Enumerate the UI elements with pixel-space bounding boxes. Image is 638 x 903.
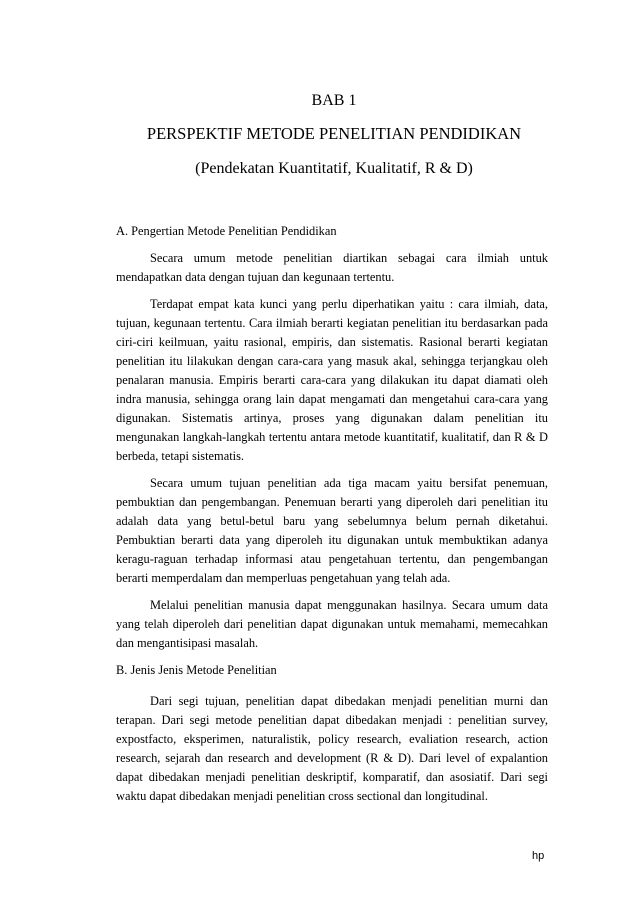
section-b-heading: B. Jenis Jenis Metode Penelitian bbox=[116, 663, 277, 677]
section-a-heading: A. Pengertian Metode Penelitian Pendidikan bbox=[116, 224, 337, 238]
section-a-paragraph-3: Secara umum tujuan penelitian ada tiga macam yaitu bersifat penemuan, pembuktian dan pengembangan. Penemuan berarti yang diperoleh dari penelitian itu adalah data yang betul-betul baru yang sebelumnya belum pernah diketahui. Pembuktian berarti data yang diperoleh itu digunakan untuk membuktikan adanya keragu-raguan terhadap informasi atau pengetahuan tertentu, dan pengembangan berarti memperdalam dan memperluas pengetahuan yang telah ada. bbox=[116, 476, 548, 585]
chapter-label: BAB 1 bbox=[311, 92, 357, 109]
footer-mark: hp bbox=[532, 850, 545, 862]
document-body bbox=[116, 222, 548, 814]
section-b-paragraph-1: Dari segi tujuan, penelitian dapat dibedakan menjadi penelitian murni dan terapan. Dari segi metode penelitian dapat dibedakan menjadi : penelitian survey, expostfacto, eksperimen, naturalistik, policy research, evaliation research, action research, sejarah dan research and development (R & D). Dari level of expalantion dapat dibedakan menjadi penelitian deskriptif, komparatif, dan asosiatif. Dari segi waktu dapat dibedakan menjadi penelitian cross sectional dan longitudinal. bbox=[116, 694, 548, 803]
section-a-paragraph-2: Terdapat empat kata kunci yang perlu diperhatikan yaitu : cara ilmiah, data, tujuan, kegunaan tertentu. Cara ilmiah berarti kegiatan penelitian itu berdasarkan pada ciri-ciri keilmuan, yaitu rasional, empiris, dan sistematis. Rasional berarti kegiatan penelitian itu lilakukan dengan cara-cara yang masuk akal, sehingga terjangkau oleh penalaran manusia. Empiris berarti cara-cara yang dilakukan itu dapat diamati oleh indra manusia, sehingga orang lain dapat mengamati dan mengetahui cara-cara yang digunakan. Sistematis artinya, proses yang digunakan dalam penelitian itu mengunakan langkah-langkah tertentu antara metode kuantitatif, kualitatif, dan R & D berbeda, tetapi sistematis. bbox=[116, 297, 548, 463]
section-a-paragraph-1: Secara umum metode penelitian diartikan sebagai cara ilmiah untuk mendapatkan data dengan tujuan dan kegunaan tertentu. bbox=[116, 251, 548, 284]
section-a-paragraph-4: Melalui penelitian manusia dapat menggunakan hasilnya. Secara umum data yang telah diperoleh dari penelitian dapat digunakan untuk memahami, memecahkan dan mengantisipasi masalah. bbox=[116, 598, 548, 650]
chapter-title: PERSPEKTIF METODE PENELITIAN PENDIDIKAN bbox=[146, 124, 522, 143]
chapter-subtitle: (Pendekatan Kuantitatif, Kualitatif, R & D) bbox=[195, 160, 473, 177]
